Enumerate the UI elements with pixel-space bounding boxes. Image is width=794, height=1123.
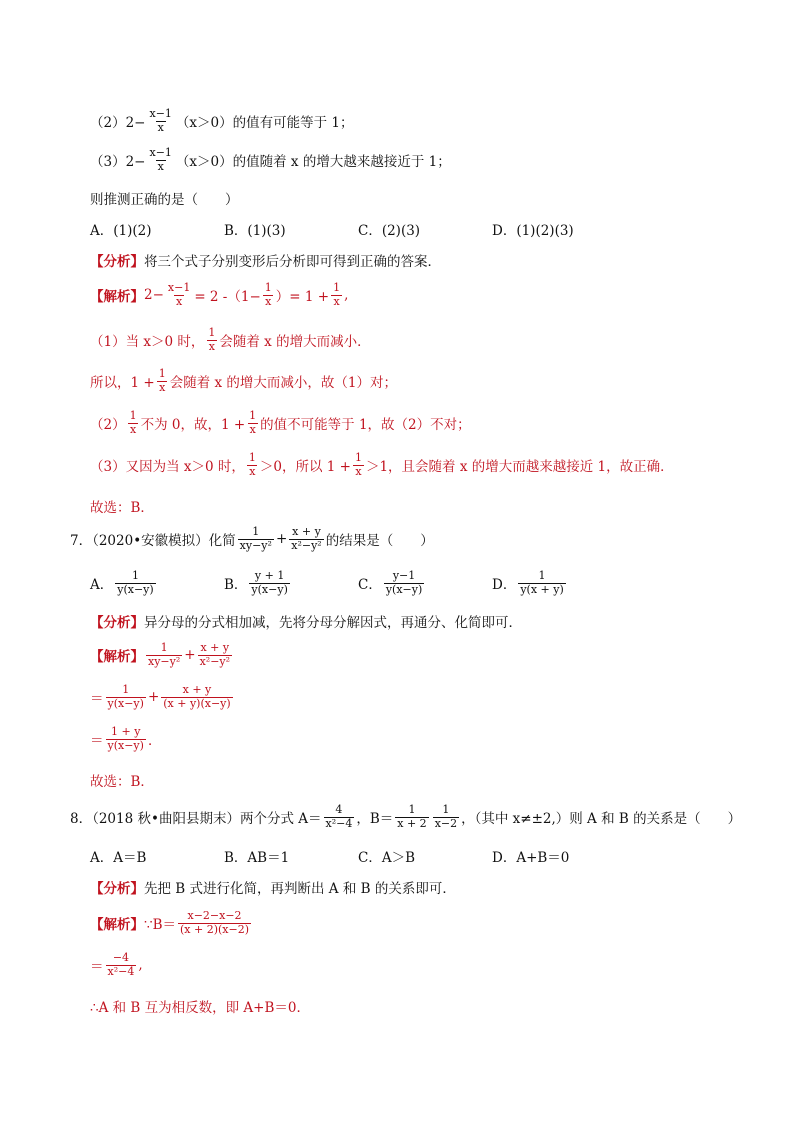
fraction: $\frac{1}{x}$ [264,281,272,308]
text: ∴A 和 B 互为相反数，即 A+B＝0． [90,1000,310,1016]
solution-q7-result [90,726,161,752]
line-p3 [90,147,451,173]
text: 的值不可能等于 1，故（2）不对； [260,417,471,434]
conclusion-q8 [90,996,310,1016]
text: ，B＝ [356,811,394,828]
option-a: A．(1)(2) [90,223,152,239]
solution-q8-step [90,952,143,978]
text: + [184,647,196,664]
solution-q7-step [90,684,235,710]
text: 会随着 x 的增大而减小． [219,334,371,351]
solution-tag: 【解析】 [90,289,144,306]
fraction: $\frac{1}{\text{xy−y²}}$ [239,525,272,552]
option-a: A． $\frac{1}{y(x-y)}$ [90,569,154,596]
option-b: B．(1)(3) [224,223,286,239]
ask-line [90,188,239,208]
options-q8 [90,846,569,866]
fraction: $\frac{1}{\text{xy−y²}}$ [148,641,181,668]
text: , [138,957,143,974]
fraction: $\frac{1}{x}$ [129,409,137,436]
option-d: D． $\frac{1}{y(x + y)}$ [492,569,564,596]
text: ＝ [90,959,104,976]
text: （3）又因为当 x＞0 时， [90,459,245,476]
text: 则推测正确的是（ ） [90,192,239,208]
fraction: $\frac{x-1}{x}$ [167,281,191,308]
fraction: $\frac{1 + y}{y(x-y)}$ [107,725,144,752]
text: 7．（2020•安徽模拟）化简 [70,533,236,550]
fraction: $\frac{x-1}{x}$ [149,146,172,173]
text: （1）当 x＞0 时， [90,334,205,351]
text: （2） [90,417,126,434]
text: （x＞0）的值随着 x 的增大越来越接近于 1； [175,154,451,171]
text: ∵B＝ [144,917,177,934]
fraction: $\frac{1}{x-2}$ [434,803,458,830]
solution-q8 [90,910,253,936]
analysis-q6 [90,250,441,270]
text: 先把 B 式进行化简，再判断出 A 和 B 的关系即可． [144,881,456,897]
fraction: $\frac{x + y}{(x + y)(x-y)}$ [163,683,231,710]
line-p2 [90,108,354,134]
analysis-q7 [90,611,522,631]
text: ． [147,733,162,750]
text: ＝ [90,733,104,750]
text: 异分母的分式相加减，先将分母分解因式，再通分、化简即可． [144,615,522,631]
options-q7 [90,570,568,596]
analysis-tag: 【分析】 [90,254,144,270]
solution-tag: 【解析】 [90,649,144,666]
step-3 [90,410,471,436]
option-c: C．A＞B [358,850,415,866]
text: 不为 0，故，1 + [140,417,246,434]
option-d: D．A+B＝0 [492,850,570,866]
text: （2）2− [90,115,146,132]
text: 的结果是（ ） [325,533,434,550]
fraction: $\frac{1}{x}$ [249,409,257,436]
fraction: $\frac{4}{\text{x²−4}}$ [325,803,353,830]
option-a: A．A＝B [90,850,147,866]
fraction: $\frac{x + y}{\text{x²−y²}}$ [291,525,322,552]
option-c: C． $\frac{y-1}{y(x-y)}$ [358,569,423,596]
text: 所以，1 + [90,375,155,392]
text: ）= 1 + [275,289,330,306]
text: ＞1，且会随着 x 的增大而越来越接近 1，故正确． [365,459,674,476]
fraction: $\frac{1}{x}$ [333,281,341,308]
analysis-tag: 【分析】 [90,881,144,897]
text: + [275,531,288,548]
option-b: B． $\frac{y + 1}{y(x-y)}$ [224,569,288,596]
text: 会随着 x 的增大而减小，故（1）对； [169,375,397,392]
select-q6 [90,496,154,516]
solution-tag: 【解析】 [90,917,144,934]
fraction: $\frac{x-2-x-2}{(x + 2)(x-2)}$ [180,909,250,936]
step-4 [90,452,674,478]
fraction: $\frac{x-1}{x}$ [149,107,172,134]
solution-q6 [90,282,348,308]
options-q6 [90,219,574,239]
text: ＞0，所以 1 + [259,459,351,476]
text: （x＞0）的值有可能等于 1； [175,115,354,132]
fraction: $\frac{-4}{\text{x²−4}}$ [107,951,135,978]
fraction: $\frac{1}{x}$ [158,367,166,394]
solution-q7 [90,642,234,668]
text: = 2 -（1− [194,289,261,306]
option-d: D．(1)(2)(3) [492,223,574,239]
step-1 [90,327,371,353]
select-q7 [90,770,154,790]
fraction: $\frac{1}{x}$ [354,451,362,478]
question-7 [70,526,434,552]
text: ＝ [90,691,104,708]
question-8 [70,804,741,830]
fraction: $\frac{1}{y(x-y)}$ [107,683,144,710]
text: 2− [144,287,164,304]
option-c: C．(2)(3) [358,223,421,239]
text: 故选：B． [90,500,154,516]
fraction: $\frac{1}{x + 2}$ [397,803,427,830]
fraction: $\frac{x + y}{\text{x²−y²}}$ [199,641,231,668]
analysis-tag: 【分析】 [90,615,144,631]
text: 将三个式子分别变形后分析即可得到正确的答案． [144,254,441,270]
text: + [147,689,160,706]
text: , [344,287,349,304]
analysis-q8 [90,877,456,897]
option-b: B．AB＝1 [224,850,290,866]
fraction: $\frac{1}{x}$ [248,451,256,478]
text: 8．（2018 秋•曲阳县期末）两个分式 A＝ [70,811,322,828]
text: 故选：B． [90,774,154,790]
step-2 [90,368,397,394]
text: （3）2− [90,154,146,171]
text: ，（其中 x≠±2,）则 A 和 B 的关系是（ ） [461,811,742,828]
fraction: $\frac{1}{x}$ [208,326,216,353]
